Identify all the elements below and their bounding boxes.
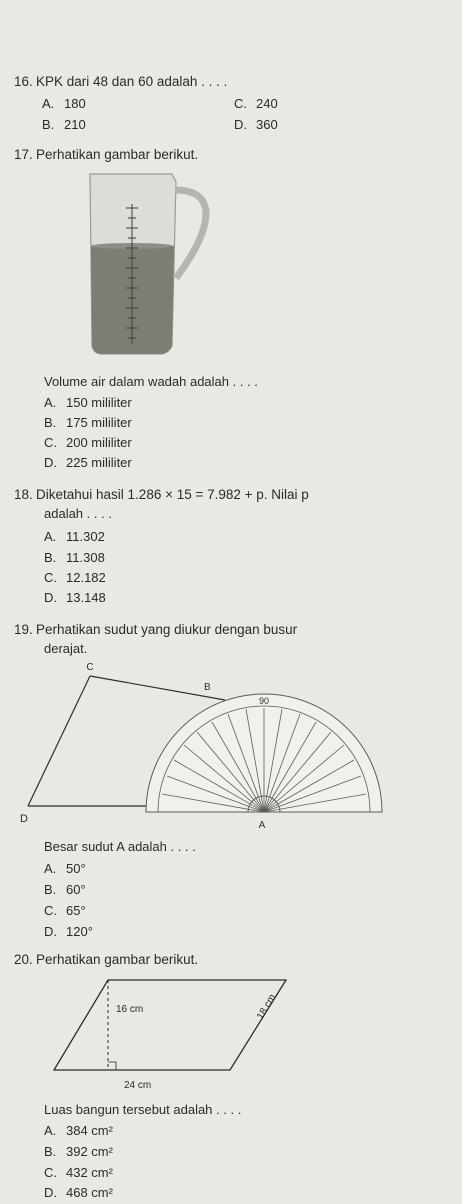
option-value: 120° <box>66 924 93 939</box>
option-d <box>44 1184 113 1201</box>
option-letter: C. <box>44 435 57 450</box>
label-b: B <box>204 682 211 693</box>
question-text: Perhatikan gambar berikut. <box>36 952 199 967</box>
question-19 <box>14 621 297 638</box>
measuring-jug-figure <box>80 168 220 358</box>
option-value: 392 cm² <box>66 1144 113 1159</box>
question-number: 18. <box>14 487 33 502</box>
option-a <box>44 528 105 545</box>
label-d: D <box>20 813 28 825</box>
option-letter: D. <box>234 117 247 132</box>
question-20-prompt: Luas bangun tersebut adalah . . . . <box>44 1102 242 1117</box>
option-letter: B. <box>44 882 57 897</box>
option-a <box>42 95 86 112</box>
option-d <box>44 589 106 606</box>
question-16 <box>14 73 227 90</box>
label-height: 16 cm <box>116 1004 144 1015</box>
label-90: 90 <box>258 696 270 706</box>
option-letter: B. <box>44 550 57 565</box>
label-c: C <box>86 662 94 673</box>
option-value: 11.308 <box>66 550 105 565</box>
option-value: 175 mililiter <box>66 415 132 430</box>
question-number: 20. <box>14 952 33 967</box>
question-20 <box>14 951 198 968</box>
option-d <box>44 454 132 471</box>
option-letter: D. <box>44 1185 57 1200</box>
option-d <box>44 923 93 940</box>
option-letter: A. <box>44 861 57 876</box>
option-b <box>44 1143 113 1160</box>
option-value: 11.302 <box>66 529 105 544</box>
option-c <box>44 434 132 451</box>
option-value: 50° <box>66 861 86 876</box>
option-b <box>44 881 86 898</box>
option-c <box>44 569 106 586</box>
question-18 <box>14 486 309 503</box>
ray-dc <box>28 676 90 806</box>
label-side: 18 cm <box>255 992 279 1022</box>
option-letter: A. <box>44 529 57 544</box>
option-value: 468 cm² <box>66 1185 113 1200</box>
option-b <box>44 414 132 431</box>
option-letter: C. <box>44 903 57 918</box>
option-value: 240 <box>256 96 278 111</box>
option-b <box>42 116 86 133</box>
option-value: 65° <box>66 903 86 918</box>
option-c <box>44 1164 113 1181</box>
label-base: 24 cm <box>124 1080 152 1091</box>
question-17-prompt: Volume air dalam wadah adalah . . . . <box>44 374 258 389</box>
jug-handle <box>175 190 206 278</box>
option-b <box>44 549 105 566</box>
option-value: 210 <box>64 117 86 132</box>
option-letter: A. <box>42 96 55 111</box>
option-a <box>44 394 132 411</box>
question-text: KPK dari 48 dan 60 adalah . . . . <box>36 74 228 89</box>
protractor-figure <box>20 660 400 830</box>
option-letter: A. <box>44 395 57 410</box>
right-angle-mark <box>108 1062 116 1070</box>
question-number: 19. <box>14 622 33 637</box>
option-c <box>234 95 278 112</box>
option-letter: A. <box>44 1123 57 1138</box>
parallelogram <box>54 980 286 1070</box>
option-d <box>234 116 278 133</box>
option-value: 225 mililiter <box>66 455 132 470</box>
option-letter: C. <box>44 1165 57 1180</box>
option-letter: C. <box>44 570 57 585</box>
parallelogram-figure <box>50 972 300 1097</box>
question-19-prompt: Besar sudut A adalah . . . . <box>44 839 196 854</box>
option-value: 150 mililiter <box>66 395 132 410</box>
question-number: 16. <box>14 74 33 89</box>
option-value: 360 <box>256 117 278 132</box>
question-text: Diketahui hasil 1.286 × 15 = 7.982 + p. Nilai p <box>36 487 309 502</box>
option-letter: D. <box>44 590 57 605</box>
option-value: 180 <box>64 96 86 111</box>
question-text: Perhatikan gambar berikut. <box>36 147 199 162</box>
question-18-text-cont: adalah . . . . <box>44 506 112 521</box>
option-value: 13.148 <box>66 590 106 605</box>
option-value: 60° <box>66 882 86 897</box>
option-letter: B. <box>42 117 55 132</box>
question-number: 17. <box>14 147 33 162</box>
option-value: 384 cm² <box>66 1123 113 1138</box>
question-17 <box>14 146 198 163</box>
option-value: 432 cm² <box>66 1165 113 1180</box>
label-a: A <box>258 820 266 830</box>
option-letter: B. <box>44 415 57 430</box>
option-value: 200 mililiter <box>66 435 132 450</box>
question-19-text-cont: derajat. <box>44 641 88 656</box>
option-a <box>44 1122 113 1139</box>
option-value: 12.182 <box>66 570 106 585</box>
question-text: Perhatikan sudut yang diukur dengan busur <box>36 622 298 637</box>
option-letter: D. <box>44 455 57 470</box>
option-letter: B. <box>44 1144 57 1159</box>
option-letter: D. <box>44 924 57 939</box>
option-a <box>44 860 86 877</box>
option-letter: C. <box>234 96 247 111</box>
option-c <box>44 902 86 919</box>
